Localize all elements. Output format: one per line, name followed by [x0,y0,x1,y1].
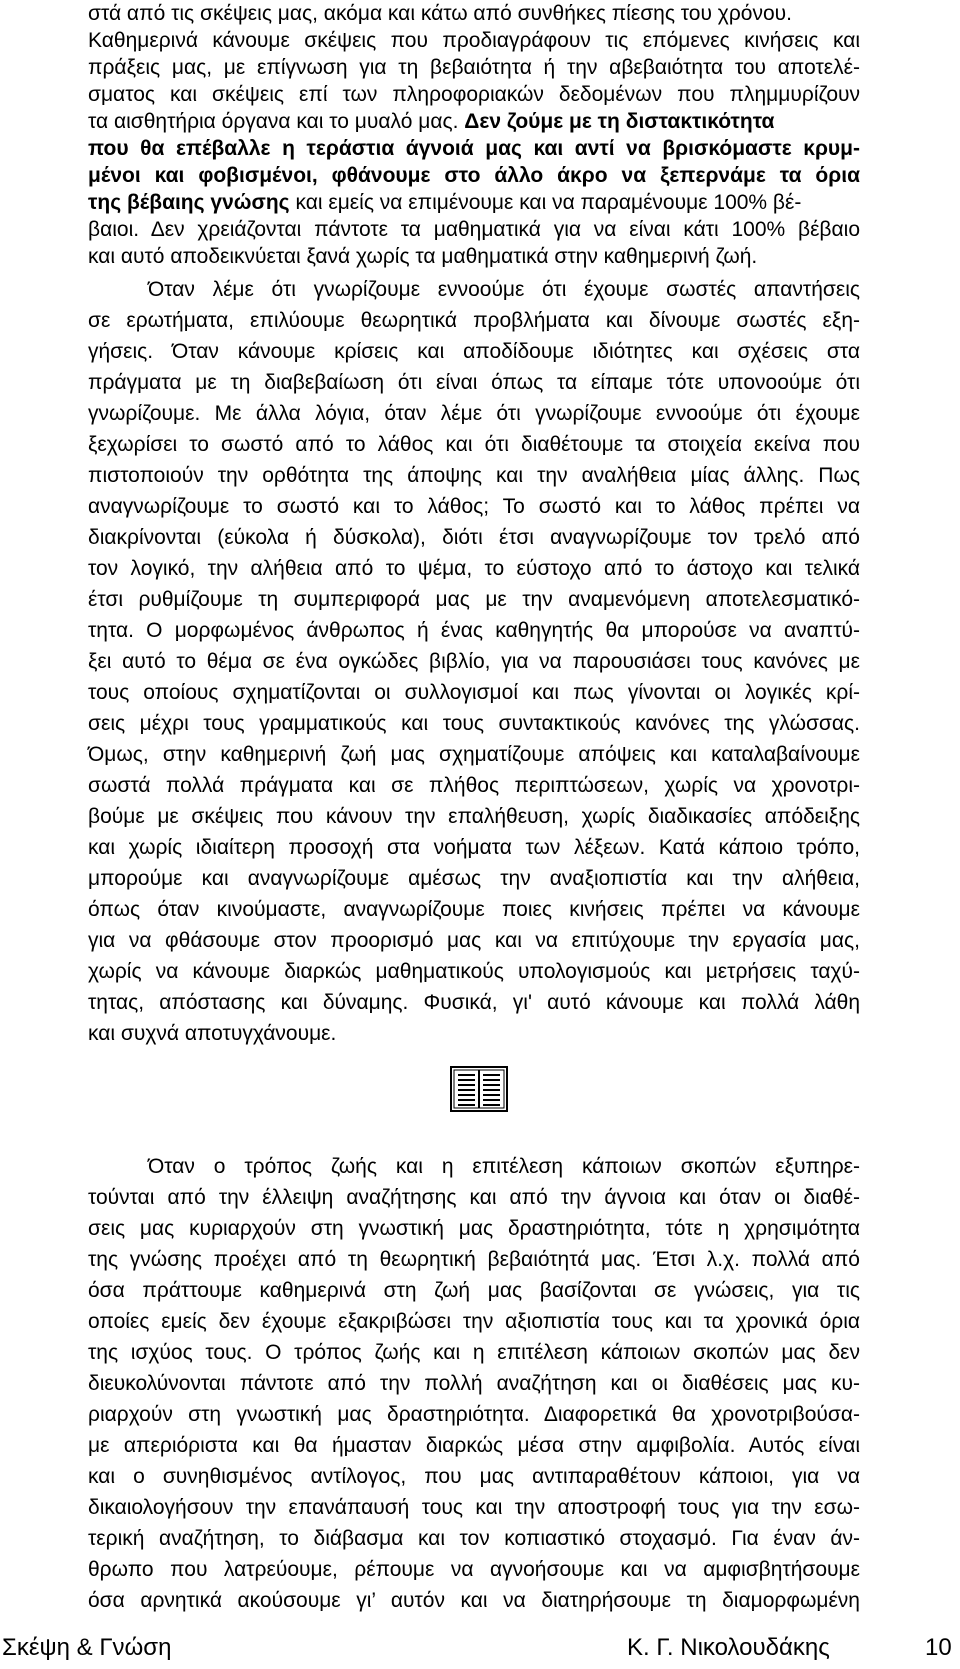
text-line: ριαρχούν στη γνωστική μας δραστηριότητα. Διαφορετικά θα χρονοτριβούσα- [88,1403,860,1426]
text-line: όσα αρνητικά ακούσουμε γι’ αυτόν και να διατηρήσουμε τη διαμορφωμένη [88,1589,860,1612]
text-line: σεις μας κυριαρχούν στη γνωστική μας δραστηριότητα, τότε η χρησιμότητα [88,1217,860,1240]
text-line: τητας, απόστασης και δύναμης. Φυσικά, γι' αυτό κάνουμε και πολλά λάθη [88,991,860,1014]
text-line: ξεχωρίσει το σωστό από το λάθος και ότι διαθέτουμε τα στοιχεία εκείνα που [88,433,860,456]
text-line: έτσι ρυθμίζουμε τη συμπεριφορά μας με την αναμενόμενη αποτελεσματικό- [88,588,860,611]
text-line: τους οποίους σχηματίζονται οι συλλογισμοί και πως γίνονται οι λογικές κρί- [88,681,860,704]
text-line: τον λογικό, την αλήθεια από το ψέμα, το εύστοχο από το άστοχο και τελικά [88,557,860,580]
text-line: διευκολύνονται πάντοτε από την πολλή αναζήτηση και οι διαθέσεις μας κυ- [88,1372,860,1395]
text-line: για να φθάσουμε στον προορισμό μας και να επιτύχουμε την εργασία μας, [88,929,860,952]
text-line: και χωρίς ιδιαίτερη προσοχή στα νοήματα των λέξεων. Κατά κάποιο τρόπο, [88,836,860,859]
bold-text: Δεν ζούμε με τη διστακτικότητα [464,110,775,133]
text-line: τητα. Ο μορφωμένος άνθρωπος ή ένας καθηγητής θα μπορούσε να αναπτύ- [88,619,860,642]
text-line [88,135,860,162]
text-line: σωστά πολλά πράγματα και σε πλήθος περιπτώσεων, χωρίς να χρονοτρι- [88,774,860,797]
text-line: σε ερωτήματα, επιλύουμε θεωρητικά προβλήματα και δίνουμε σωστές εξη- [88,309,860,332]
text-line: πράξεις μας, με επίγνωση για τη βεβαιότητα ή την αβεβαιότητα του αποτελέ- [88,56,860,79]
book-ornament-icon [450,1064,508,1114]
text-line [88,189,860,216]
text-line: θρωπο που λατρεύουμε, ρέπουμε να αγνοήσουμε και να αμφισβητήσουμε [88,1558,860,1581]
text-line: πράγματα με τη διαβεβαίωση ότι είναι όπως τα είπαμε τότε υπονοούμε ότι [88,371,860,394]
text-line [88,108,860,135]
text-line: τερική αναζήτηση, το διάβασμα και τον κοπιαστικό στοχασμό. Για έναν άν- [88,1527,860,1550]
bold-text: μένοι και φοβισμένοι, φθάνουμε στο άλλο άκρο να ξεπερνάμε τα όρια [88,164,860,187]
text-line: γνωρίζουμε. Με άλλα λόγια, όταν λέμε ότι γνωρίζουμε εννοούμε ότι έχουμε [88,402,860,425]
text-line: γήσεις. Όταν κάνουμε κρίσεις και αποδίδουμε ιδιότητες και σχέσεις στα [88,340,860,363]
text-line: βαιοι. Δεν χρειάζονται πάντοτε τα μαθηματικά για να είναι κάτι 100% βέβαιο [88,218,860,241]
text-line: πιστοποιούν την ορθότητα της άποψης και την αναλήθεια μίας άλλης. Πως [88,464,860,487]
text-line: όσα πράττουμε καθημερινά στη ζωή μας βασίζονται σε γνώσεις, για τις [88,1279,860,1302]
text-line: της ισχύος τους. Ο τρόπος ζωής και η επιτέλεση κάποιων σκοπών μας δεν [88,1341,860,1364]
footer-author: Κ. Γ. Νικολουδάκης [627,1634,830,1661]
text-line: και ο συνηθισμένος αντίλογος, που μας αντιπαραθέτουν κάποιοι, για να [88,1465,860,1488]
text-line: μπορούμε και αναγνωρίζουμε αμέσως την αναξιοπιστία και την αλήθεια, [88,867,860,890]
text-line: και συχνά αποτυγχάνουμε. [88,1022,337,1045]
text-line: Καθημερινά κάνουμε σκέψεις που προδιαγράφουν τις επόμενες κινήσεις και [88,29,860,52]
footer-title: Σκέψη & Γνώση [2,1634,172,1661]
page-footer [0,1631,960,1665]
text-line: στά από τις σκέψεις μας, ακόμα και κάτω από συνθήκες πίεσης του χρόνου. [88,2,792,25]
page-number: 10 [925,1634,952,1661]
text-line: Όταν ο τρόπος ζωής και η επιτέλεση κάποιων σκοπών εξυπηρε- [148,1155,860,1178]
bold-text: που θα επέβαλλε η τεράστια άγνοιά μας και αντί να βρισκόμαστε κρυμ- [88,137,860,160]
text-line: οποίες εμείς δεν έχουμε εξακριβώσει την αξιοπιστία τους και τα χρονικά όρια [88,1310,860,1333]
text-line: Όμως, στην καθημερινή ζωή μας σχηματίζουμε απόψεις και καταλαβαίνουμε [88,743,860,766]
text-line: όπως όταν κινούμαστε, αναγνωρίζουμε ποιες κινήσεις πρέπει να κάνουμε [88,898,860,921]
text-line: της γνώσης προέχει από τη θεωρητική βεβαιότητά μας. Έτσι λ.χ. πολλά από [88,1248,860,1271]
text-line: ξει αυτό το θέμα σε ένα ογκώδες βιβλίο, για να παρουσιάσει τους κανόνες με [88,650,860,673]
text-line: χωρίς να κάνουμε διαρκώς μαθηματικούς υπολογισμούς και μετρήσεις ταχύ- [88,960,860,983]
text-line: σεις μέχρι τους γραμματικούς και τους συντακτικούς κανόνες της γλώσσας. [88,712,860,735]
text-span: τα αισθητήρια όργανα και το μυαλό μας. [88,110,459,133]
text-span: και εμείς να επιμένουμε και να παραμένουμε 100% βέ- [295,191,802,214]
text-line [88,162,860,189]
text-line: αναγνωρίζουμε το σωστό και το λάθος; Το σωστό και το λάθος πρέπει να [88,495,860,518]
text-line: διακρίνονται (εύκολα ή δύσκολα), διότι έτσι αναγνωρίζουμε τον τρελό από [88,526,860,549]
text-line: Όταν λέμε ότι γνωρίζουμε εννοούμε ότι έχουμε σωστές απαντήσεις [148,278,860,301]
text-line: τούνται από την έλλειψη αναζήτησης και από την άγνοια και όταν οι διαθέ- [88,1186,860,1209]
text-line: και αυτό αποδεικνύεται ξανά χωρίς τα μαθηματικά στην καθημερινή ζωή. [88,245,758,268]
text-line: σματος και σκέψεις επί των πληροφοριακών δεδομένων που πλημμυρίζουν [88,83,860,106]
text-line: δικαιολογήσουν την επανάπαυσή τους και την αποστροφή τους για την εσω- [88,1496,860,1519]
text-line: με απεριόριστα και θα ήμασταν διαρκώς μέσα στην αμφιβολία. Αυτός είναι [88,1434,860,1457]
bold-text: της βέβαιης γνώσης [88,191,290,214]
text-line: βούμε με σκέψεις που κάνουν την επαλήθευση, χωρίς διαδικασίες απόδειξης [88,805,860,828]
